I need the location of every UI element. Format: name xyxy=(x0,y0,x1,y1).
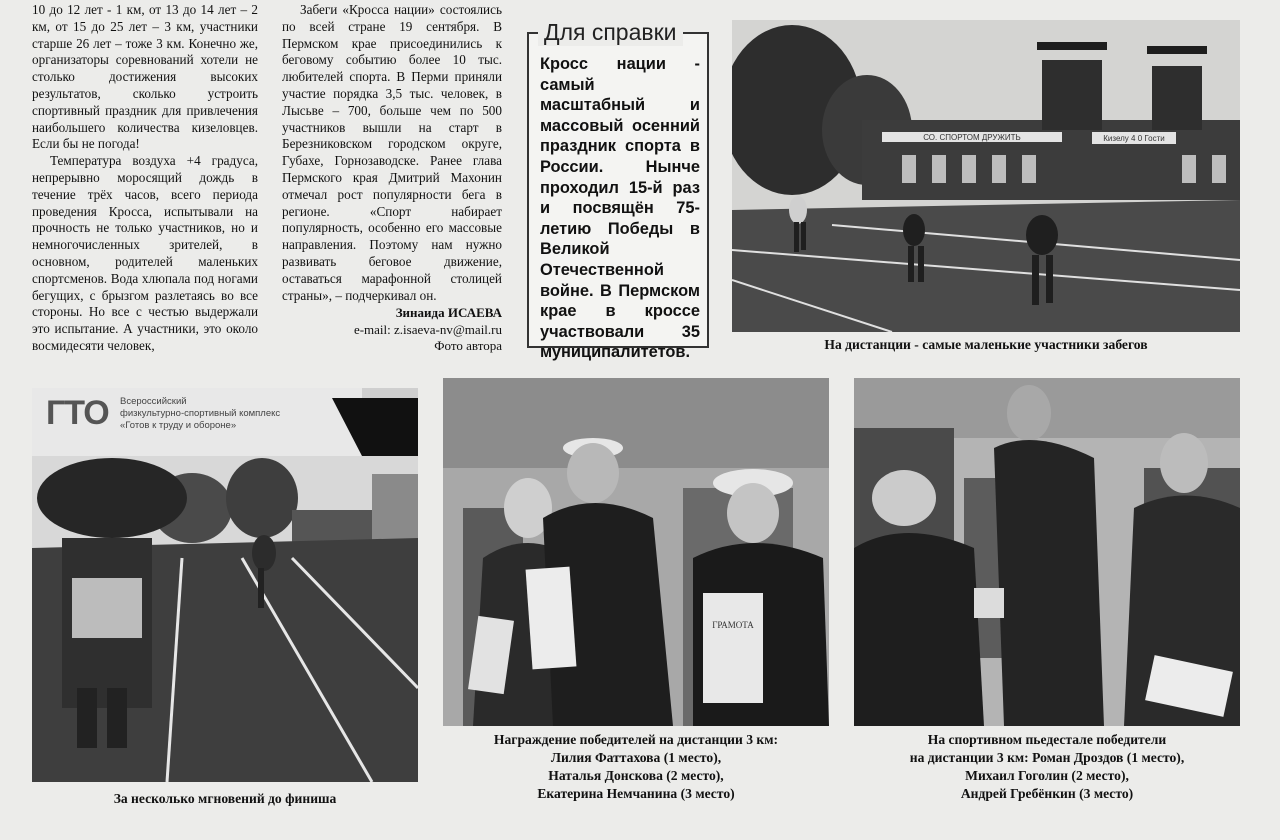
caption-women: Награждение победителей на дистанции 3 км: Лилия Фаттахова (1 место), Наталья Донскова (2 место), Екатерина Немчанина (3 место) xyxy=(493,732,779,801)
photo-men-winners xyxy=(854,378,1240,726)
article-paragraph: Температура воздуха +4 градуса, непрерывно моросящий дождь в течение трёх часов, всего периода проведения Кросса, испытывали на прочность не только участников, но и немногочисленных зрителей, в основном, родителей маленьких спортсменов. Вода хлюпала под ногами бегущих, с брызгом разлетаясь во все стороны. Но все с честью выдержали это испытание. А участники, это около восмидесяти человек, xyxy=(32,153,258,353)
article-paragraph: Забеги «Кросса нации» состоялись по всей стране 19 сентября. В Пермском крае присоединились к беговому событию более 10 тыс. любителей спорта. В Перми приняли участие порядка 3,5 тыс. человек, в Лысьве – 700, больше чем по 500 участников вышли на старт в Березниковском городском округе, Губахе, Горнозаводске. Ранее глава Пермского края Дмитрий Махонин отмечал рост популярности бега в регионе. «Спорт набирает популярность, особенно его массовые направления. Поэтому нам нужно развивать беговое движение, оставаться марафонной столицей страны», – подчеркивал он. xyxy=(282,2,502,303)
photo-women-winners xyxy=(443,378,829,726)
certificate-label: ГРАМОТА xyxy=(712,620,754,630)
gto-logo: ГТО xyxy=(46,394,109,432)
caption-men: На спортивном пьедестале победители на дистанции 3 км: Роман Дроздов (1 место), Михаил Гоголин (2 место), Андрей Гребёнкин (3 место) xyxy=(909,732,1185,801)
gto-banner-text: Всероссийский физкультурно-спортивный комплекс «Готов к труду и обороне» xyxy=(120,396,281,431)
caption-finish: За несколько мгновений до финиша xyxy=(113,791,337,806)
author-name: Зинаида ИСАЕВА xyxy=(395,305,502,320)
reference-text: Кросс нации - самый масштабный и массовый осенний праздник спорта в России. Нынче проходил 15-й раз и посвящён 75-летию Победы в Великой Отечественной войне. В Пермском крае в кроссе участвовали 35 муниципалитетов. xyxy=(540,55,700,362)
reference-title: Для справки xyxy=(538,18,683,46)
building-sign-left: СО. СПОРТОМ ДРУЖИТЬ xyxy=(923,133,1021,142)
photo-track-children xyxy=(732,20,1240,332)
photo-credit: Фото автора xyxy=(434,338,502,353)
caption-track: На дистанции - самые маленькие участники забегов xyxy=(824,337,1148,352)
author-email: e-mail: z.isaeva-nv@mail.ru xyxy=(353,322,502,337)
article-column-2 xyxy=(282,2,502,304)
article-column-1 xyxy=(32,2,258,355)
article-paragraph: 10 до 12 лет - 1 км, от 13 до 14 лет – 2 км, от 15 до 25 лет – 3 км, участники старше 26 лет – тоже 3 км. Конечно же, организаторы соревнований хотели не столько достижения высоких результатов, сколько устроить спортивный праздник для привлечения наибольшего количества кизеловцев. Если бы не погода! xyxy=(32,2,258,152)
photo-finish xyxy=(32,388,418,782)
building-sign-right: Кизелу 4 0 Гости xyxy=(1103,134,1165,143)
